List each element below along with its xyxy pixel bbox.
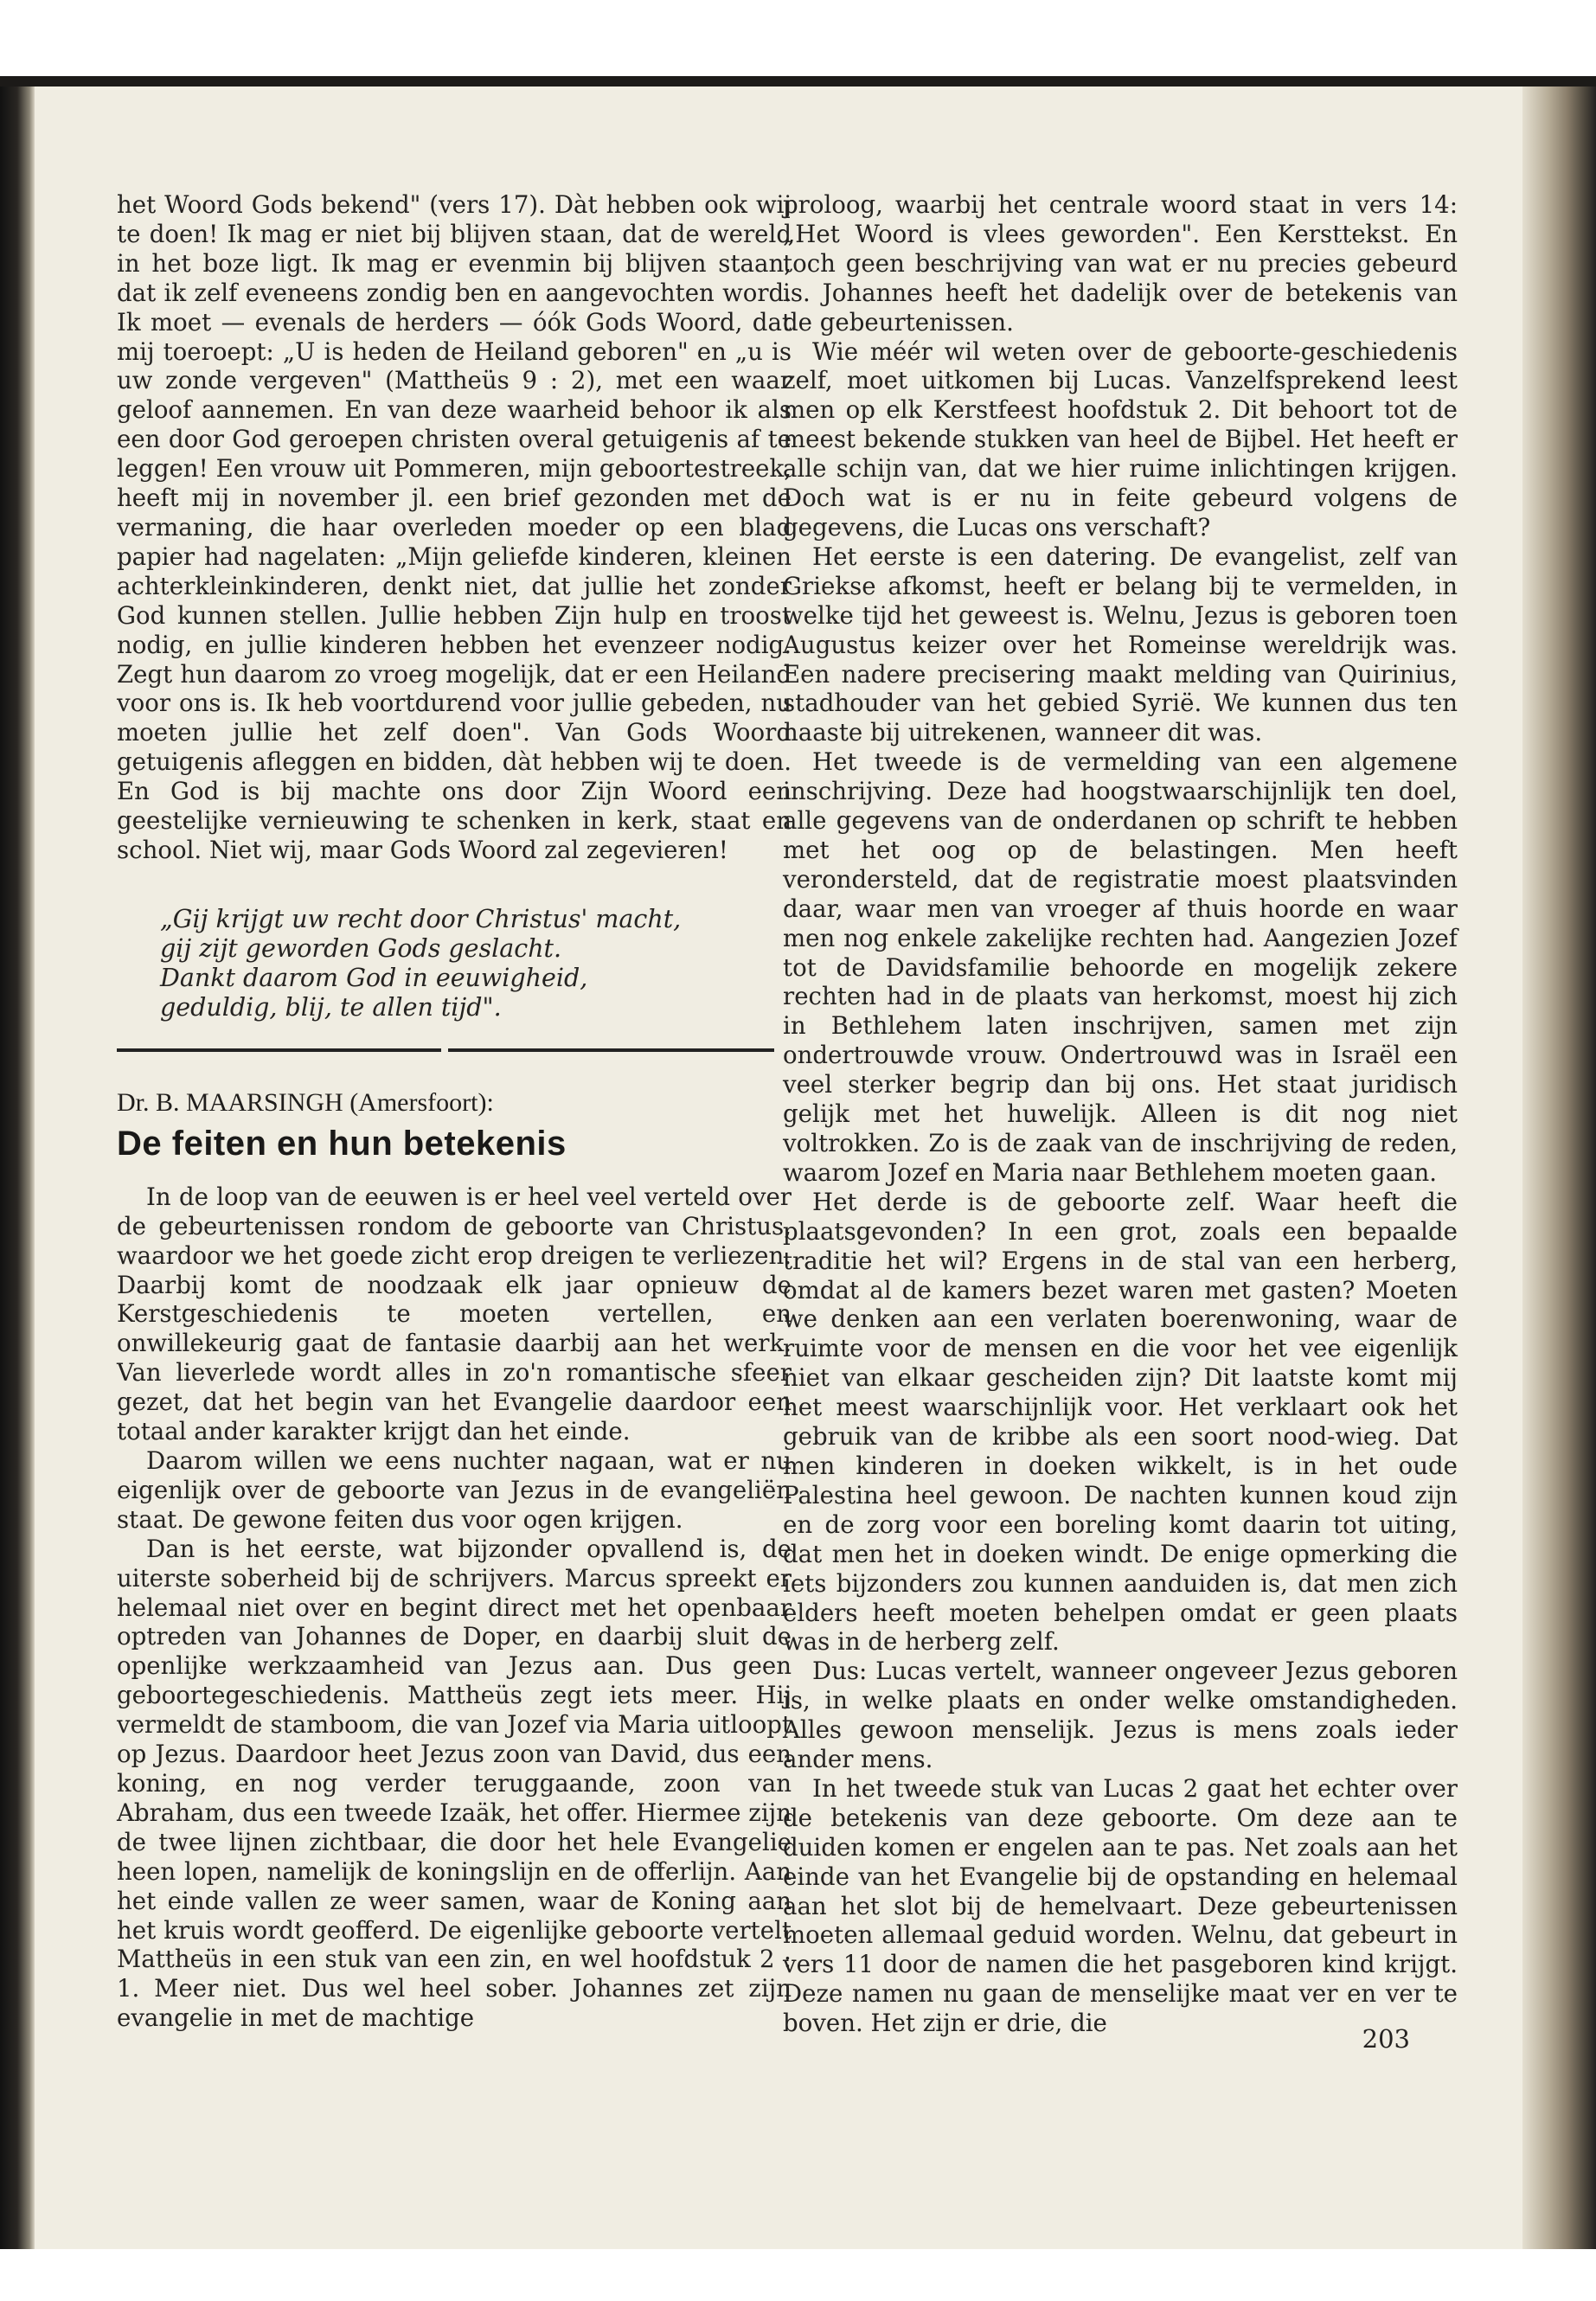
article-paragraph: In het tweede stuk van Lucas 2 gaat het echter over de betekenis van deze geboorte. Om deze aan te duiden komen er engelen aan te pas. Net zoals aan het einde van het Evangelie bij de opstanding en helemaal aan het slot bij de hemelvaart. Deze gebeurtenissen moeten allemaal geduid worden. Welnu, dat gebeurt in vers 11 door de namen die het pasgeboren kind krijgt. Deze namen nu gaan de menselijke maat ver en ver te boven. Het zijn er drie, die bbox=[783, 1773, 1458, 2038]
scan-border-top bbox=[0, 0, 1596, 82]
article-paragraph: Dan is het eerste, wat bijzonder opvallend is, de uiterste soberheid bij de schrijvers. Marcus spreekt er helemaal niet over en begint direct met het openbaar optreden van Johannes de Doper, en daarbij sluit de openlijke werkzaamheid van Jezus aan. Dus geen geboortegeschiedenis. Mattheüs zegt iets meer. Hij vermeldt de stamboom, die van Jozef via Maria uitloopt op Jezus. Daardoor heet Jezus zoon van David, dus een koning, en nog verder teruggaande, zoon van Abraham, dus een tweede Izaäk, het offer. Hiermee zijn de twee lijnen zichtbaar, die door het hele Evangelie heen lopen, namelijk de koningslijn en de offerlijn. Aan het einde vallen ze weer samen, waar de Koning aan het kruis wordt geofferd. De eigenlijke geboorte vertelt Mattheüs in een stuk van een zin, en wel hoofdstuk 2 : 1. Meer niet. Dus wel heel sober. Johannes zet zijn evangelie in met de machtige bbox=[117, 1534, 792, 2033]
article-paragraph: Dus: Lucas vertelt, wanneer ongeveer Jezus geboren is, in welke plaats en onder welke omstandigheden. Alles gewoon menselijk. Jezus is mens zoals ieder ander mens. bbox=[783, 1657, 1458, 1774]
section-divider bbox=[117, 1048, 792, 1054]
article-paragraph: proloog, waarbij het centrale woord staat in vers 14: „Het Woord is vlees geworden". Een Kersttekst. En toch geen beschrijving van wat er nu precies gebeurd is. Johannes heeft het dadelijk over de betekenis van de gebeurtenissen. bbox=[783, 190, 1458, 336]
scan-border-bottom bbox=[0, 2249, 1596, 2301]
article-paragraph: Het eerste is een datering. De evangelist, zelf van Griekse afkomst, heeft er belang bij te vermelden, in welke tijd het geweest is. Welnu, Jezus is geboren toen Augustus keizer over het Romeinse wereldrijk was. Een nadere precisering maakt melding van Quirinius, stadhouder van het gebied Syrië. We kunnen dus ten naaste bij uitrekenen, wanneer dit was. bbox=[783, 542, 1458, 747]
poem-line: geduldig, blij, te allen tijd". bbox=[160, 992, 502, 1022]
article-paragraph: Het derde is de geboorte zelf. Waar heeft die plaatsgevonden? In een grot, zoals een bepaalde traditie het wil? Ergens in de stal van een herberg, omdat al de kamers bezet waren met gasten? Moeten we denken aan een verlaten boerenwoning, waar de ruimte voor de mensen en die voor het vee eigenlijk niet van elkaar gescheiden zijn? Dit laatste komt mij het meest waarschijnlijk voor. Het verklaart ook het gebruik van de kribbe als een soort nood-wieg. Dat men kinderen in doeken wikkelt, is in het oude Palestina heel gewoon. De nachten kunnen koud zijn en de zorg voor een boreling komt daarin tot uiting, dat men het in doeken windt. De enige opmerking die iets bijzonders zou kunnen aanduiden is, dat men zich elders heeft moeten behelpen omdat er geen plaats was in de herberg zelf. bbox=[783, 1187, 1458, 1657]
left-column bbox=[117, 190, 792, 2033]
article-paragraph: Het tweede is de vermelding van een algemene inschrijving. Deze had hoogstwaarschijnlijk ten doel, alle gegevens van de onderdanen op schrift te hebben met het oog op de belastingen. Men heeft verondersteld, dat de registratie moest plaatsvinden daar, waar men van vroeger af thuis hoorde en waar men nog enkele zakelijke rechten had. Aangezien Jozef tot de Davidsfamilie behoorde en mogelijk zekere rechten had in de plaats van herkomst, moest hij zich in Bethlehem laten inschrijven, samen met zijn ondertrouwde vrouw. Ondertrouwd was in Israël een veel sterker begrip dan bij ons. Het staat juridisch gelijk met het huwelijk. Alleen is dit nog niet voltrokken. Zo is de zaak van de inschrijving de reden, waarom Jozef en Maria naar Bethlehem moeten gaan. bbox=[783, 747, 1458, 1187]
page-number: 203 bbox=[1362, 2024, 1410, 2054]
page-edge-shadow bbox=[1522, 87, 1596, 2249]
poem-line: gij zijt geworden Gods geslacht. bbox=[160, 933, 562, 963]
article-paragraph: Wie méér wil weten over de geboorte-geschiedenis zelf, moet uitkomen bij Lucas. Vanzelfsprekend leest men op elk Kerstfeest hoofdstuk 2. Dit behoort tot de meest bekende stukken van heel de Bijbel. Het heeft er alle schijn van, dat we hier ruime inlichtingen krijgen. Doch wat is er nu in feite gebeurd volgens de gegevens, die Lucas ons verschaft? bbox=[783, 336, 1458, 542]
poem-line: „Gij krijgt uw recht door Christus' macht, bbox=[160, 904, 682, 933]
article-author: Dr. B. MAARSINGH (Amersfoort): bbox=[117, 1087, 494, 1117]
book-page bbox=[35, 87, 1522, 2249]
article-paragraph: Daarom willen we eens nuchter nagaan, wat er nu eigenlijk over de geboorte van Jezus in de evangeliën staat. De gewone feiten dus voor ogen krijgen. bbox=[117, 1446, 792, 1534]
right-column bbox=[783, 190, 1458, 2038]
poem-line: Dankt daarom God in eeuwigheid, bbox=[160, 963, 588, 992]
article-headline: De feiten en hun betekenis bbox=[117, 1124, 567, 1163]
book-spine-shadow bbox=[0, 87, 35, 2249]
intro-paragraph: het Woord Gods bekend" (vers 17). Dàt hebben ook wij te doen! Ik mag er niet bij blijven staan, dat de wereld in het boze ligt. Ik mag er evenmin bij blijven staan, dat ik zelf eveneens zondig ben en aangevochten word. Ik moet — evenals de herders — óók Gods Woord, dat mij toeroept: „U is heden de Heiland geboren" en „u is uw zonde vergeven" (Mattheüs 9 : 2), met een waar geloof aannemen. En van deze waarheid behoor ik als een door God geroepen christen overal getuigenis af te leggen! Een vrouw uit Pommeren, mijn geboortestreek, heeft mij in november jl. een brief gezonden met de vermaning, die haar overleden moeder op een blad papier had nagelaten: „Mijn geliefde kinderen, kleinen achterkleinkinderen, denkt niet, dat jullie het zonder God kunnen stellen. Jullie hebben Zijn hulp en troost nodig, en jullie kinderen hebben het evenzeer nodig. Zegt hun daarom zo vroeg mogelijk, dat er een Heiland voor ons is. Ik heb voortdurend voor jullie gebeden, nu moeten jullie het zelf doen". Van Gods Woord getuigenis afleggen en bidden, dàt hebben wij te doen. En God is bij machte ons door Zijn Woord een geestelijke vernieuwing te schenken in kerk, staat en school. Niet wij, maar Gods Woord zal zegevieren! bbox=[117, 190, 792, 864]
article-paragraph: In de loop van de eeuwen is er heel veel verteld over de gebeurtenissen rondom de geboorte van Christus, waardoor we het goede zicht erop dreigen te verliezen. Daarbij komt de noodzaak elk jaar opnieuw de Kerstgeschiedenis te moeten vertellen, en onwillekeurig gaat de fantasie daarbij aan het werk. Van lieverlede wordt alles in zo'n romantische sfeer gezet, dat het begin van het Evangelie daardoor een totaal ander karakter krijgt dan het einde. bbox=[117, 1182, 792, 1446]
poem-stanza bbox=[160, 905, 792, 1022]
